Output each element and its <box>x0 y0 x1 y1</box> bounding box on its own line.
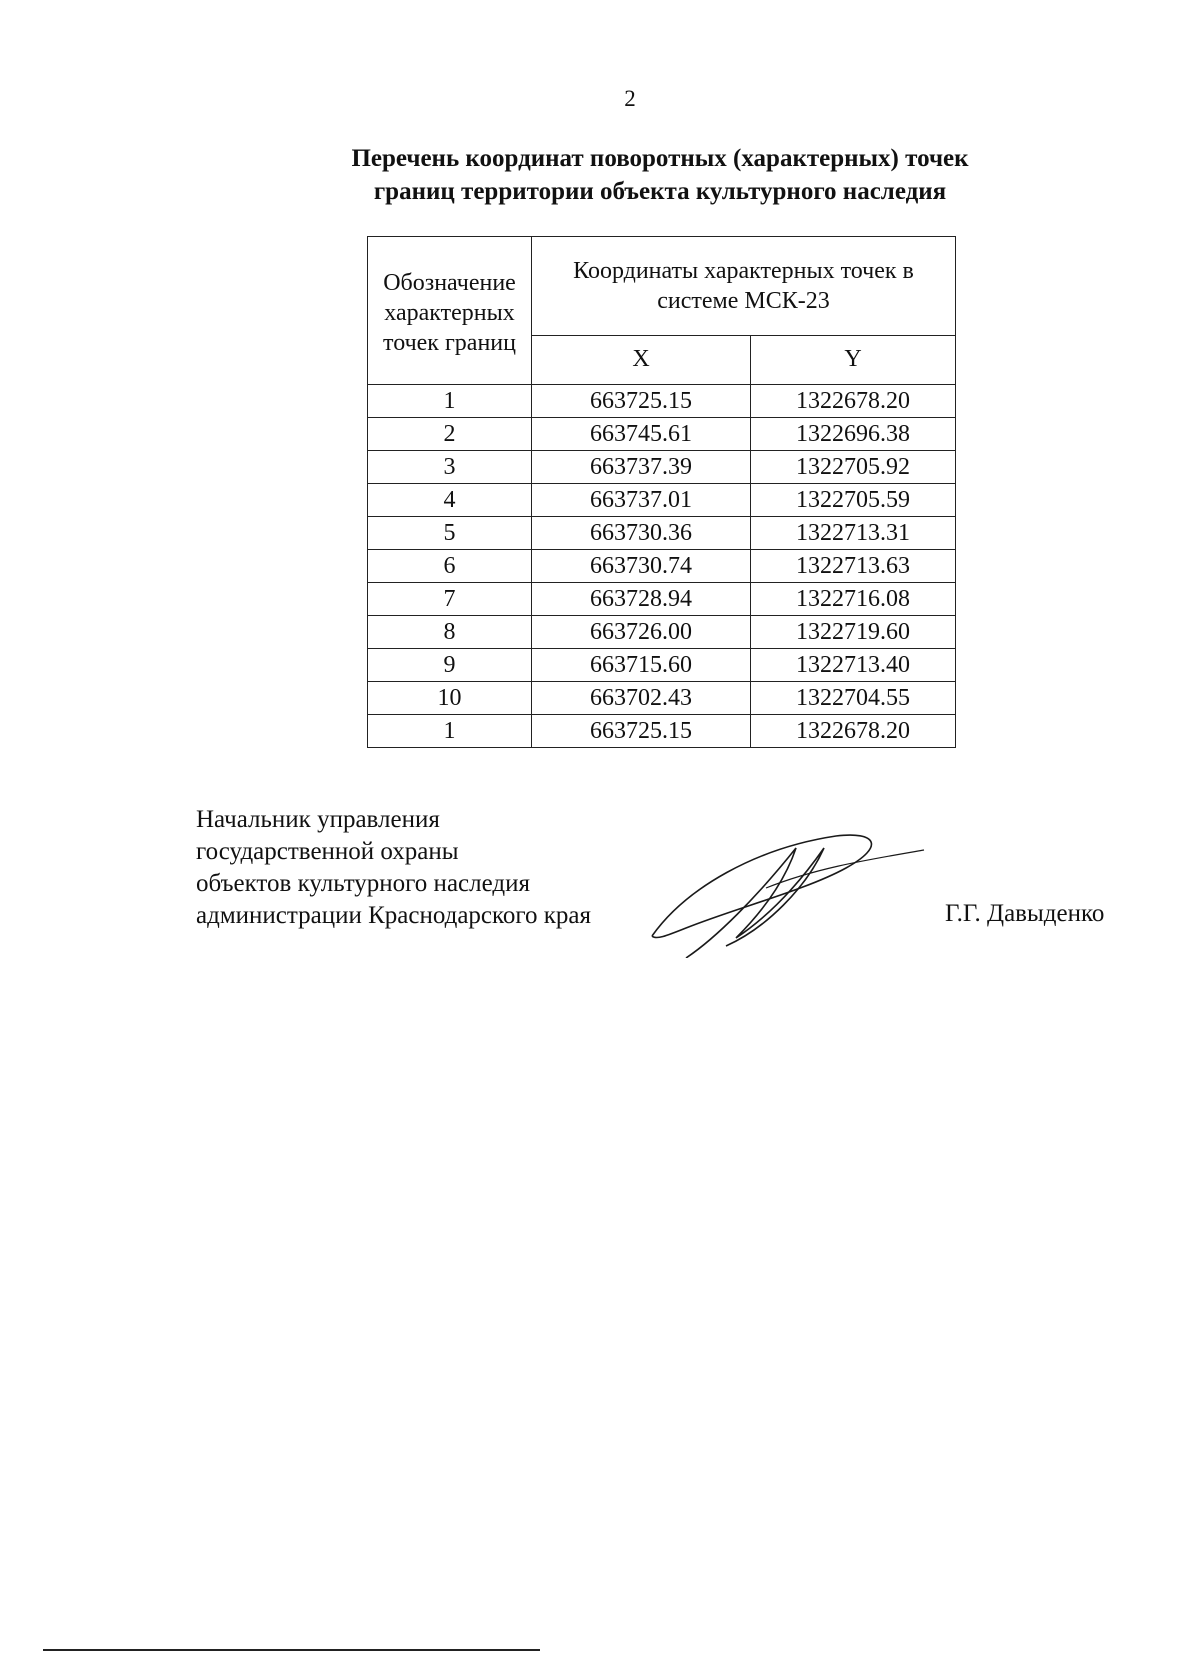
header-point-label: Обозначение характерных точек границ <box>368 237 532 385</box>
header-coordinates-group: Координаты характерных точек в системе МСК-23 <box>532 237 956 336</box>
position-line: объектов культурного наследия <box>196 870 530 897</box>
point-cell: 9 <box>368 649 532 682</box>
header-y: Y <box>751 335 956 384</box>
x-cell: 663737.39 <box>532 451 751 484</box>
table-row <box>368 451 956 484</box>
x-cell: 663728.94 <box>532 583 751 616</box>
y-cell: 1322705.59 <box>751 484 956 517</box>
x-cell: 663725.15 <box>532 385 751 418</box>
y-cell: 1322713.31 <box>751 517 956 550</box>
x-cell: 663737.01 <box>532 484 751 517</box>
handwritten-signature <box>646 828 926 958</box>
coordinates-table <box>367 236 956 748</box>
point-cell: 1 <box>368 715 532 748</box>
signer-name: Г.Г. Давыденко <box>945 900 1105 927</box>
table-row <box>368 715 956 748</box>
footer-divider <box>43 1649 540 1651</box>
x-cell: 663725.15 <box>532 715 751 748</box>
position-line: администрации Краснодарского края <box>196 902 592 929</box>
y-cell: 1322678.20 <box>751 715 956 748</box>
x-cell: 663715.60 <box>532 649 751 682</box>
x-cell: 663730.36 <box>532 517 751 550</box>
point-cell: 8 <box>368 616 532 649</box>
point-cell: 1 <box>368 385 532 418</box>
x-cell: 663702.43 <box>532 682 751 715</box>
table-row <box>368 649 956 682</box>
point-cell: 6 <box>368 550 532 583</box>
table-row <box>368 616 956 649</box>
y-cell: 1322705.92 <box>751 451 956 484</box>
title-line-2: границ территории объекта культурного наследия <box>373 178 947 205</box>
y-cell: 1322716.08 <box>751 583 956 616</box>
x-cell: 663745.61 <box>532 418 751 451</box>
page-number: 2 <box>624 86 636 111</box>
title-line-1: Перечень координат поворотных (характерных) точек <box>351 145 969 172</box>
table-row <box>368 385 956 418</box>
signatory-position <box>196 804 591 932</box>
position-line: государственной охраны <box>196 838 459 865</box>
table-row <box>368 418 956 451</box>
y-cell: 1322713.63 <box>751 550 956 583</box>
y-cell: 1322713.40 <box>751 649 956 682</box>
header-x: X <box>532 335 751 384</box>
table-row <box>368 484 956 517</box>
document-title <box>300 142 1020 208</box>
table-row <box>368 583 956 616</box>
table-row <box>368 517 956 550</box>
point-cell: 2 <box>368 418 532 451</box>
y-cell: 1322719.60 <box>751 616 956 649</box>
point-cell: 4 <box>368 484 532 517</box>
point-cell: 3 <box>368 451 532 484</box>
x-cell: 663730.74 <box>532 550 751 583</box>
table-row <box>368 682 956 715</box>
table-row <box>368 550 956 583</box>
x-cell: 663726.00 <box>532 616 751 649</box>
y-cell: 1322696.38 <box>751 418 956 451</box>
point-cell: 5 <box>368 517 532 550</box>
point-cell: 7 <box>368 583 532 616</box>
position-line: Начальник управления <box>196 806 440 833</box>
y-cell: 1322678.20 <box>751 385 956 418</box>
point-cell: 10 <box>368 682 532 715</box>
y-cell: 1322704.55 <box>751 682 956 715</box>
